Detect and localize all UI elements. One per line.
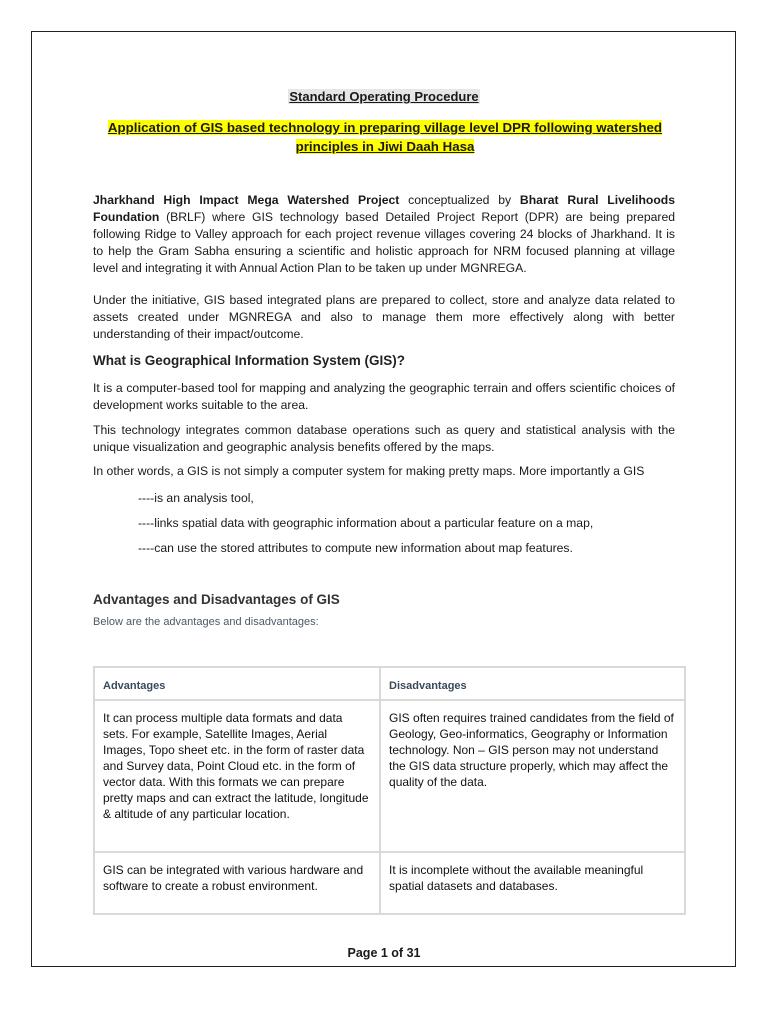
bullet-item: ----links spatial data with geographic information about a particular feature on a map, bbox=[138, 516, 594, 530]
subtitle-line-2: principles in Jiwi Daah Hasa bbox=[295, 139, 475, 154]
subtitle-line-1: Application of GIS based technology in preparing village level DPR following watershed bbox=[107, 120, 663, 135]
advantages-heading: Advantages and Disadvantages of GIS bbox=[93, 592, 340, 607]
table-cell: GIS often requires trained candidates from the field of Geology, Geo-informatics, Geography or Information technology. Non – GIS person may not understand the GIS data structure properly, which may affect the quality of the data. bbox=[380, 700, 685, 852]
gis-heading: What is Geographical Information System (GIS)? bbox=[93, 353, 406, 368]
table-row bbox=[94, 852, 685, 914]
page-footer: Page 1 of 31 bbox=[347, 946, 421, 960]
organization-name: Bharat Rural Livelihoods Foundation bbox=[93, 193, 675, 224]
project-name: Jharkhand High Impact Mega Watershed Project bbox=[93, 193, 400, 207]
advantages-intro-note: Below are the advantages and disadvantages: bbox=[93, 616, 319, 628]
table-cell: It can process multiple data formats and data sets. For example, Satellite Images, Aerial Images, Topo sheet etc. in the form of raster data and Survey data, Point Cloud etc. in the form of vector data. With this formats we can prepare pretty maps and can extract the latitude, longitude & altitude of any particular location. bbox=[94, 700, 380, 852]
gis-definition-paragraph: It is a computer-based tool for mapping and analyzing the geographic terrain and offers scientific choices of development works suitable to the area. bbox=[93, 381, 675, 412]
disadvantages-column-header: Disadvantages bbox=[380, 667, 685, 700]
advantages-column-header: Advantages bbox=[94, 667, 380, 700]
page-number: 1 bbox=[380, 946, 388, 960]
bullet-item: ----can use the stored attributes to compute new information about map features. bbox=[138, 541, 573, 555]
bullet-item: ----is an analysis tool, bbox=[138, 491, 254, 505]
initiative-paragraph: Under the initiative, GIS based integrated plans are prepared to collect, store and analyze data related to assets created under MGNREGA and also to manage them more effectively along with better understanding of their impact/outcome. bbox=[93, 293, 675, 341]
document-title: Standard Operating Procedure bbox=[289, 89, 479, 104]
gis-technology-paragraph: This technology integrates common database operations such as query and statistical analysis with the unique visualization and geographic analysis benefits offered by the maps. bbox=[93, 423, 675, 454]
advantages-table bbox=[93, 666, 686, 915]
table-cell: GIS can be integrated with various hardware and software to create a robust environment. bbox=[94, 852, 380, 914]
document-subtitle bbox=[96, 118, 674, 156]
gis-other-words-paragraph: In other words, a GIS is not simply a computer system for making pretty maps. More importantly a GIS bbox=[93, 464, 645, 478]
intro-paragraph: Jharkhand High Impact Mega Watershed Project conceptualized by Bharat Rural Livelihoods Foundation (BRLF) where GIS technology based Detailed Project Report (DPR) are being prepared following Ridge to Valley approach for each project revenue villages covering 24 blocks of Jharkhand. It is to help the Gram Sabha ensuring a scientific and holistic approach for NRM focused planning at village level and integrating it with Annual Action Plan to be taken up under MGNREGA. bbox=[93, 193, 675, 275]
table-row bbox=[94, 700, 685, 852]
table-cell: It is incomplete without the available meaningful spatial datasets and databases. bbox=[380, 852, 685, 914]
table-header-row bbox=[94, 667, 685, 700]
total-pages: 31 bbox=[406, 946, 421, 960]
